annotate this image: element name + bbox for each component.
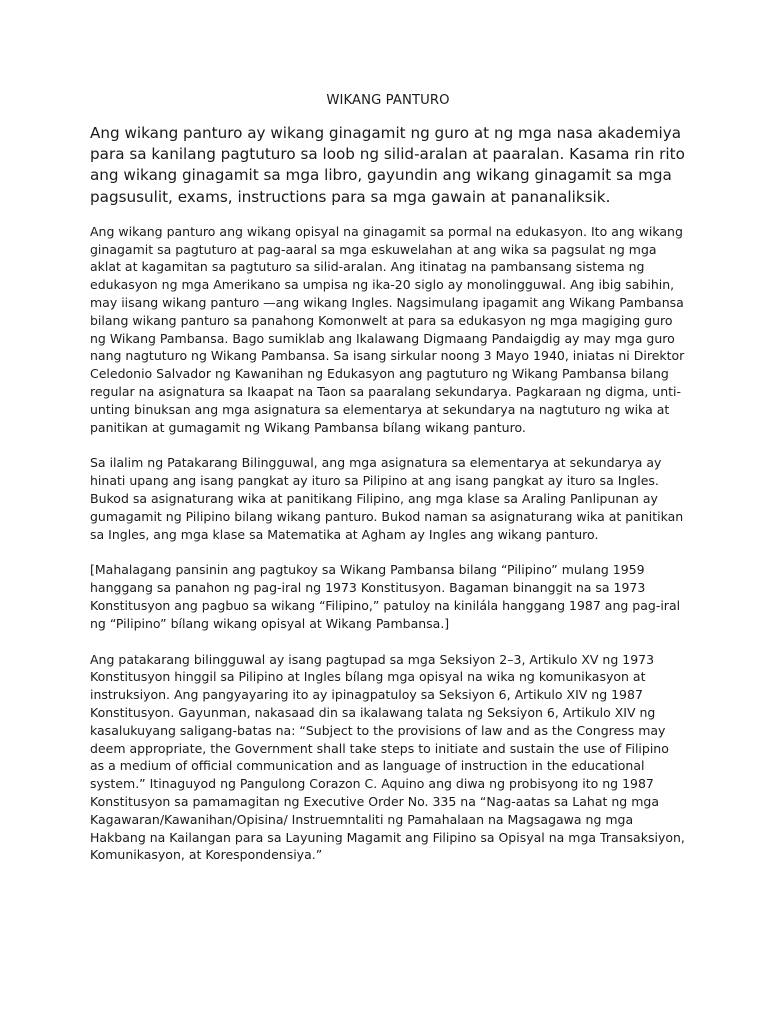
body-paragraph-4: Ang patakarang bilingguwal ay isang pagtupad sa mga Seksiyon 2–3, Artikulo XV ng 1973 Konstitusyon hinggil sa Pilipino at Ingles bílang mga opisyal na wika ng komunikasyon at instruksiyon. Ang pangyayaring ito ay ipinagpatuloy sa Seksiyon 6, Artikulo XIV ng 1987 Konstitusyon. Gayunman, nakasaad din sa ikalawang talata ng Seksiyon 6, Artikulo XIV ng kasalukuyang saligang-batas na: “Subject to the provisions of law and as the Congress may deem appropriate, the Government shall take steps to initiate and sustain the use of Filipino as a medium of official communication and as language of instruction in the educational system.” Itinaguyod ng Pangulong Corazon C. Aquino ang diwa ng probisyong ito ng 1987 Konstitusyon sa pamamagitan ng Executive Order No. 335 na “Nag-aatas sa Lahat ng mga Kagawaran/Kawanihan/Opisina/ Instruemntaliti ng Pamahalaan na Magsagawa ng mga Hakbang na Kailangan para sa Layuning Magamit ang Filipino sa Opisyal na mga Transaksiyon, Komunikasyon, at Korespondensiya.” [90,651,685,863]
body-paragraph-1: Ang wikang panturo ang wikang opisyal na ginagamit sa pormal na edukasyon. Ito ang wikang ginagamit sa pagtuturo at pag-aaral sa mga eskuwelahan at ang wika sa pagsulat ng mga aklat at kagamitan sa pagtuturo sa silid-aralan. Ang itinatag na pambansang sistema ng edukasyon ng mga Amerikano sa umpisa ng ika-20 siglo ay monolingguwal. Ang ibig sabihin, may iisang wikang panturo —ang wikang Ingles. Nagsimulang ipagamit ang Wikang Pambansa bilang wikang panturo sa panahong Komonwelt at para sa edukasyon ng mga magiging guro ng Wikang Pambansa. Bago sumiklab ang Ikalawang Digmaang Pandaigdig ay may mga guro nang nagtuturo ng Wikang Pambansa. Sa isang sirkular noong 3 Mayo 1940, iniatas ni Direktor Celedonio Salvador ng Kawanihan ng Edukasyon ang pagtuturo ng Wikang Pambansa bilang regular na asignatura sa Ikaapat na Taon sa paaralang sekundarya. Pagkaraan ng digma, unti-unting binuksan ang mga asignatura sa elementarya at sekundarya na nagtuturo ng wika at panitikan at gumagamit ng Wikang Pambansa bílang wikang panturo. [90,223,685,435]
document-title: WIKANG PANTURO [326,93,450,108]
document-page [90,92,686,882]
body-paragraph-3: [Mahalagang pansinin ang pagtukoy sa Wikang Pambansa bilang “Pilipino” mulang 1959 hanggang sa panahon ng pag-iral ng 1973 Konstitusyon. Bagaman binanggit na sa 1973 Konstitusyon ang pagbuo sa wikang “Filipino,” patuloy na kinilála hanggang 1987 ang pag-iral ng “Pilipino” bílang wikang opisyal at Wikang Pambansa.] [90,562,681,631]
body-paragraph-2: Sa ilalim ng Patakarang Bilingguwal, ang mga asignatura sa elementarya at sekundarya ay hinati upang ang isang pangkat ay ituro sa Pilipino at ang isang pangkat ay ituro sa Ingles. Bukod sa asignaturang wika at panitikang Filipino, ang mga klase sa Araling Panlipunan ay gumagamit ng Pilipino bilang wikang panturo. Bukod naman sa asignaturang wika at panitikan sa Ingles, ang mga klase sa Matematika at Agham ay Ingles ang wikang panturo. [90,455,684,542]
lead-paragraph: Ang wikang panturo ay wikang ginagamit ng guro at ng mga nasa akademiya para sa kanilang pagtuturo sa loob ng silid-aralan at paaralan. Kasama rin rito ang wikang ginagamit sa mga libro, gayundin ang wikang ginagamit sa mga pagsusulit, exams, instructions para sa mga gawain at pananaliksik. [90,124,685,206]
